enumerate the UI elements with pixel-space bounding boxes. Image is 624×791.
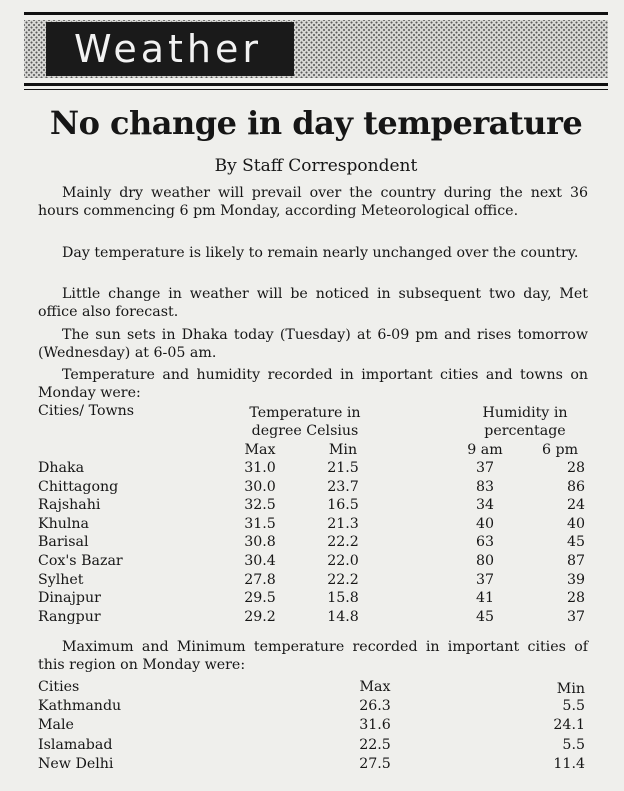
max-temperature: 30.0 bbox=[244, 478, 276, 495]
city-name: Barisal bbox=[38, 534, 89, 551]
byline: By Staff Correspondent bbox=[214, 156, 418, 176]
min-temperature: 15.8 bbox=[327, 590, 359, 607]
city-name: Khulna bbox=[38, 515, 90, 532]
min-temperature: 16.5 bbox=[327, 497, 359, 514]
city-name: Sylhet bbox=[38, 571, 84, 588]
max-temperature: 31.0 bbox=[244, 460, 276, 476]
column-header-temperature: Temperature in bbox=[249, 405, 361, 421]
top-rule bbox=[24, 12, 608, 15]
humidity-6pm: 87 bbox=[566, 553, 585, 569]
humidity-6pm: 24 bbox=[566, 497, 585, 514]
city-name: Chittagong bbox=[38, 478, 119, 495]
section-title: Weather bbox=[46, 22, 294, 76]
column-header-min: Min bbox=[328, 442, 358, 458]
column-header-temperature-unit: degree Celsius bbox=[251, 423, 359, 439]
banner-bottom-rule bbox=[24, 83, 608, 86]
min-temperature: 14.8 bbox=[327, 608, 359, 625]
city-name: Rajshahi bbox=[38, 497, 101, 514]
max-temperature: 30.8 bbox=[244, 534, 276, 551]
column-header-cities: Cities bbox=[38, 679, 80, 695]
humidity-9am: 83 bbox=[475, 478, 495, 495]
column-header-9am: 9 am bbox=[467, 442, 503, 458]
humidity-6pm: 28 bbox=[566, 590, 585, 607]
city-name: Male bbox=[38, 717, 74, 734]
paragraph: Mainly dry weather will prevail over the country during the next 36 hours commencing 6 pm Monday, according Meteorological office. bbox=[38, 185, 588, 219]
column-header-6pm: 6 pm bbox=[541, 442, 579, 458]
humidity-9am: 40 bbox=[475, 515, 495, 532]
column-header-min: Min bbox=[556, 681, 585, 697]
column-header-max: Max bbox=[359, 679, 391, 695]
city-name: Islamabad bbox=[38, 736, 113, 753]
humidity-9am: 37 bbox=[475, 571, 495, 588]
min-temperature: 22.2 bbox=[327, 571, 359, 588]
max-temperature: 31.5 bbox=[244, 515, 276, 532]
paragraph: Little change in weather will be noticed in subsequent two day, Met office also forecast. bbox=[38, 286, 588, 320]
paragraph: Temperature and humidity recorded in important cities and towns on Monday were: bbox=[38, 367, 588, 401]
humidity-6pm: 39 bbox=[566, 571, 585, 588]
max-temperature: 22.5 bbox=[359, 736, 391, 753]
min-temperature: 5.5 bbox=[562, 698, 585, 714]
city-name: Rangpur bbox=[38, 608, 101, 625]
min-temperature: 21.3 bbox=[327, 515, 359, 532]
banner-thin-rule bbox=[24, 89, 608, 90]
max-temperature: 27.8 bbox=[244, 571, 276, 588]
humidity-6pm: 45 bbox=[566, 534, 585, 551]
min-temperature: 11.4 bbox=[553, 755, 585, 772]
column-header-cities: Cities/ Towns bbox=[38, 403, 135, 419]
max-temperature: 26.3 bbox=[359, 698, 391, 714]
city-name: Dhaka bbox=[38, 460, 85, 476]
humidity-6pm: 37 bbox=[566, 608, 585, 625]
humidity-6pm: 28 bbox=[566, 460, 585, 476]
min-temperature: 22.0 bbox=[327, 553, 359, 569]
humidity-9am: 80 bbox=[475, 553, 495, 569]
min-temperature: 5.5 bbox=[562, 736, 585, 753]
humidity-9am: 34 bbox=[475, 497, 495, 514]
max-temperature: 31.6 bbox=[359, 717, 391, 734]
max-temperature: 30.4 bbox=[244, 553, 276, 569]
column-header-max: Max bbox=[244, 442, 276, 458]
paragraph: Day temperature is likely to remain nearly unchanged over the country. bbox=[62, 245, 579, 261]
min-temperature: 21.5 bbox=[327, 460, 359, 476]
city-name: Dinajpur bbox=[38, 590, 101, 607]
humidity-6pm: 86 bbox=[566, 478, 585, 495]
column-header-humidity: Humidity in bbox=[482, 405, 568, 421]
column-header-humidity-unit: percentage bbox=[484, 423, 566, 439]
humidity-9am: 37 bbox=[475, 460, 495, 476]
max-temperature: 29.5 bbox=[244, 590, 276, 607]
humidity-6pm: 40 bbox=[566, 515, 585, 532]
min-temperature: 22.2 bbox=[327, 534, 359, 551]
max-temperature: 29.2 bbox=[244, 608, 276, 625]
max-temperature: 32.5 bbox=[244, 497, 276, 514]
paragraph: The sun sets in Dhaka today (Tuesday) at 6-09 pm and rises tomorrow (Wednesday) at 6-05 am. bbox=[38, 327, 588, 361]
humidity-9am: 63 bbox=[475, 534, 495, 551]
headline: No change in day temperature bbox=[49, 104, 583, 142]
max-temperature: 27.5 bbox=[359, 755, 391, 772]
min-temperature: 24.1 bbox=[553, 717, 585, 734]
humidity-9am: 45 bbox=[475, 608, 495, 625]
city-name: Kathmandu bbox=[38, 698, 122, 714]
humidity-9am: 41 bbox=[475, 590, 495, 607]
min-temperature: 23.7 bbox=[327, 478, 359, 495]
city-name: Cox's Bazar bbox=[38, 553, 123, 569]
paragraph: Maximum and Minimum temperature recorded in important cities of this region on Monday were: bbox=[38, 639, 588, 673]
city-name: New Delhi bbox=[38, 755, 114, 772]
